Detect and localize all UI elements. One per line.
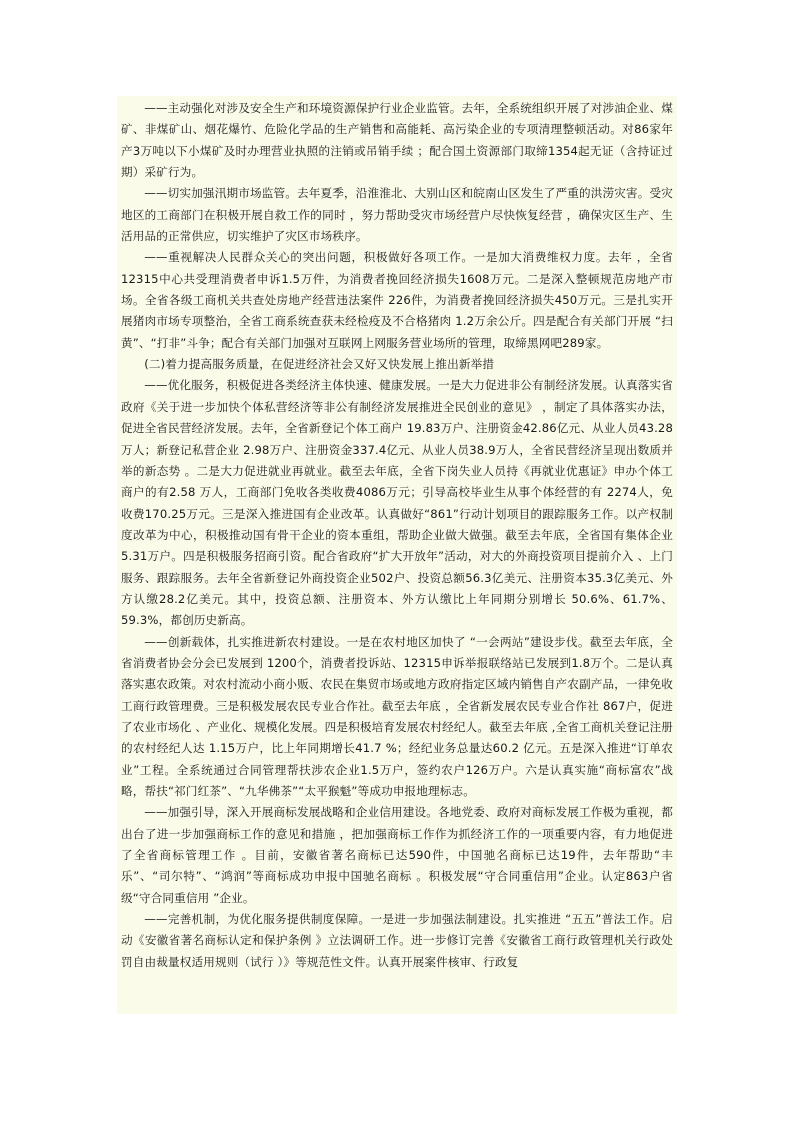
paragraph-new-countryside: ——创新载体，扎实推进新农村建设。一是在农村地区加快了 “一会两站”建设步伐。截至去年底，全省消费者协会分会已发展到 1200个，消费者投诉站、12315申诉举报联络站已发展到1.8万个。二是认真落实惠农政策。对农村流动小商小贩、农民在集贸市场或地方政府指定区域内销售自产农副产品，一律免收工商行政管理费。三是积极发展农民专业合作社。截至去年底 ，全省新发展农民专业合作社 867户，促进了农业市场化 、产业化、规模化发展。四是积极培育发展农村经纪人。截至去年底 ,全省工商机关登记注册的农村经纪人达 1.15万户，比上年同期增长41.7 %；经纪业务总量达60.2 亿元。五是深入推进“订单农业”工程。全系统通过合同管理帮扶涉农企业1.5万户，签约农户126万户。六是认真实施“商标富农”战略，帮扶“祁门红茶”、“九华佛茶”“太平猴魁”等成功申报地理标志。	[121, 634, 674, 798]
document-page	[117, 96, 677, 1014]
paragraph-flood-season-supervision: ——切实加强汛期市场监管。去年夏季，沿淮淮北、大别山区和皖南山区发生了严重的洪涝灾害。受灾地区的工商部门在积极开展自救工作的同时 ，努力帮助受灾市场经营户尽快恢复经营 ，确保灾区生产、生活用品的正常供应，切实维护了灾区市场秩序。	[121, 186, 673, 244]
paragraph-trademark-strategy: ——加强引导，深入开展商标发展战略和企业信用建设。各地党委、政府对商标发展工作极为重视，都出台了进一步加强商标工作的意见和措施 ，把加强商标工作作为抓经济工作的一项重要内容，有力地促进了全省商标管理工作 。目前，安徽省著名商标已达590件，中国驰名商标已达19件，去年帮助“丰乐”、“司尔特”、“鸿润”等商标成功申报中国驰名商标 。积极发展“守合同重信用”企业。认定863户省级“守合同重信用 ”企业。	[121, 805, 673, 905]
paragraph-safety-supervision: ——主动强化对涉及安全生产和环境资源保护行业企业监管。去年，全系统组织开展了对涉油企业、煤矿、非煤矿山、烟花爆竹、危险化学品的生产销售和高能耗、高污染企业的专项清理整顿活动。对86家年产3万吨以下小煤矿及时办理营业执照的注销或吊销手续 ；配合国土资源部门取缔1354起无证（含持证过期）采矿行为。	[121, 101, 673, 180]
paragraph-public-concerns: ——重视解决人民群众关心的突出问题，积极做好各项工作。一是加大消费维权力度。去年 ，全省12315中心共受理消费者申诉1.5万件，为消费者挽回经济损失1608万元。二是深入整顿规范房地产市场。全省各级工商机关共查处房地产经营违法案件 226件，为消费者挽回经济损失450万元。三是扎实开展猪肉市场专项整治，全省工商系统查获未经检疫及不合格猪肉 1.2万余公斤。四是配合有关部门开展 “扫黄”、“打非”斗争；配合有关部门加强对互联网上网服务营业场所的管理，取缔黑网吧289家。	[121, 250, 673, 350]
section-heading: (二)着力提高服务质量，在促进经济社会又好又快发展上推出新举措	[144, 357, 495, 372]
paragraph-optimize-services: ——优化服务，积极促进各类经济主体快速、健康发展。一是大力促进非公有制经济发展。认真落实省政府《关于进一步加快个体私营经济等非公有制经济发展推进全民创业的意见》 ，制定了具体落实办法，促进全省民营经济发展。去年，全省新登记个体工商户 19.83万户、注册资金42.86亿元、从业人员43.28万人；新登记私营企业 2.98万户、注册资金337.4亿元、从业人员38.9万人，全省民营经济呈现出数质并举的新态势 。二是大力促进就业再就业。截至去年底，全省下岗失业人员持《再就业优惠证》申办个体工商户的有2.58 万人，工商部门免收各类收费4086万元；引导高校毕业生从事个体经营的有 2274人，免收费170.25万元。三是深入推进国有企业改革。认真做好“861”行动计划项目的跟踪服务工作。以产权制度改革为中心，积极推动国有骨干企业的资本重组，帮助企业做大做强。截至去年底，全省国有集体企业5.31万户。四是积极服务招商引资。配合省政府“扩大开放年”活动，对大的外商投资项目提前介入 、上门服务、跟踪服务。去年全省新登记外商投资企业502户、投资总额56.3亿美元、注册资本35.3亿美元、外方认缴28.2亿美元。其中，投资总额、注册资本、外方认缴比上年同期分别增长 50.6%、61.7%、59.3%，都创历史新高。	[121, 378, 673, 628]
paragraph-improve-mechanism: ——完善机制，为优化服务提供制度保障。一是进一步加强法制建设。扎实推进 “五五”普法工作。启动《安徽省著名商标认定和保护条例 》立法调研工作。进一步修订完善《安徽省工商行政管理机关行政处罚自由裁量权适用规则（试行 ）》等规范性文件。认真开展案件核审、行政复	[121, 912, 673, 969]
